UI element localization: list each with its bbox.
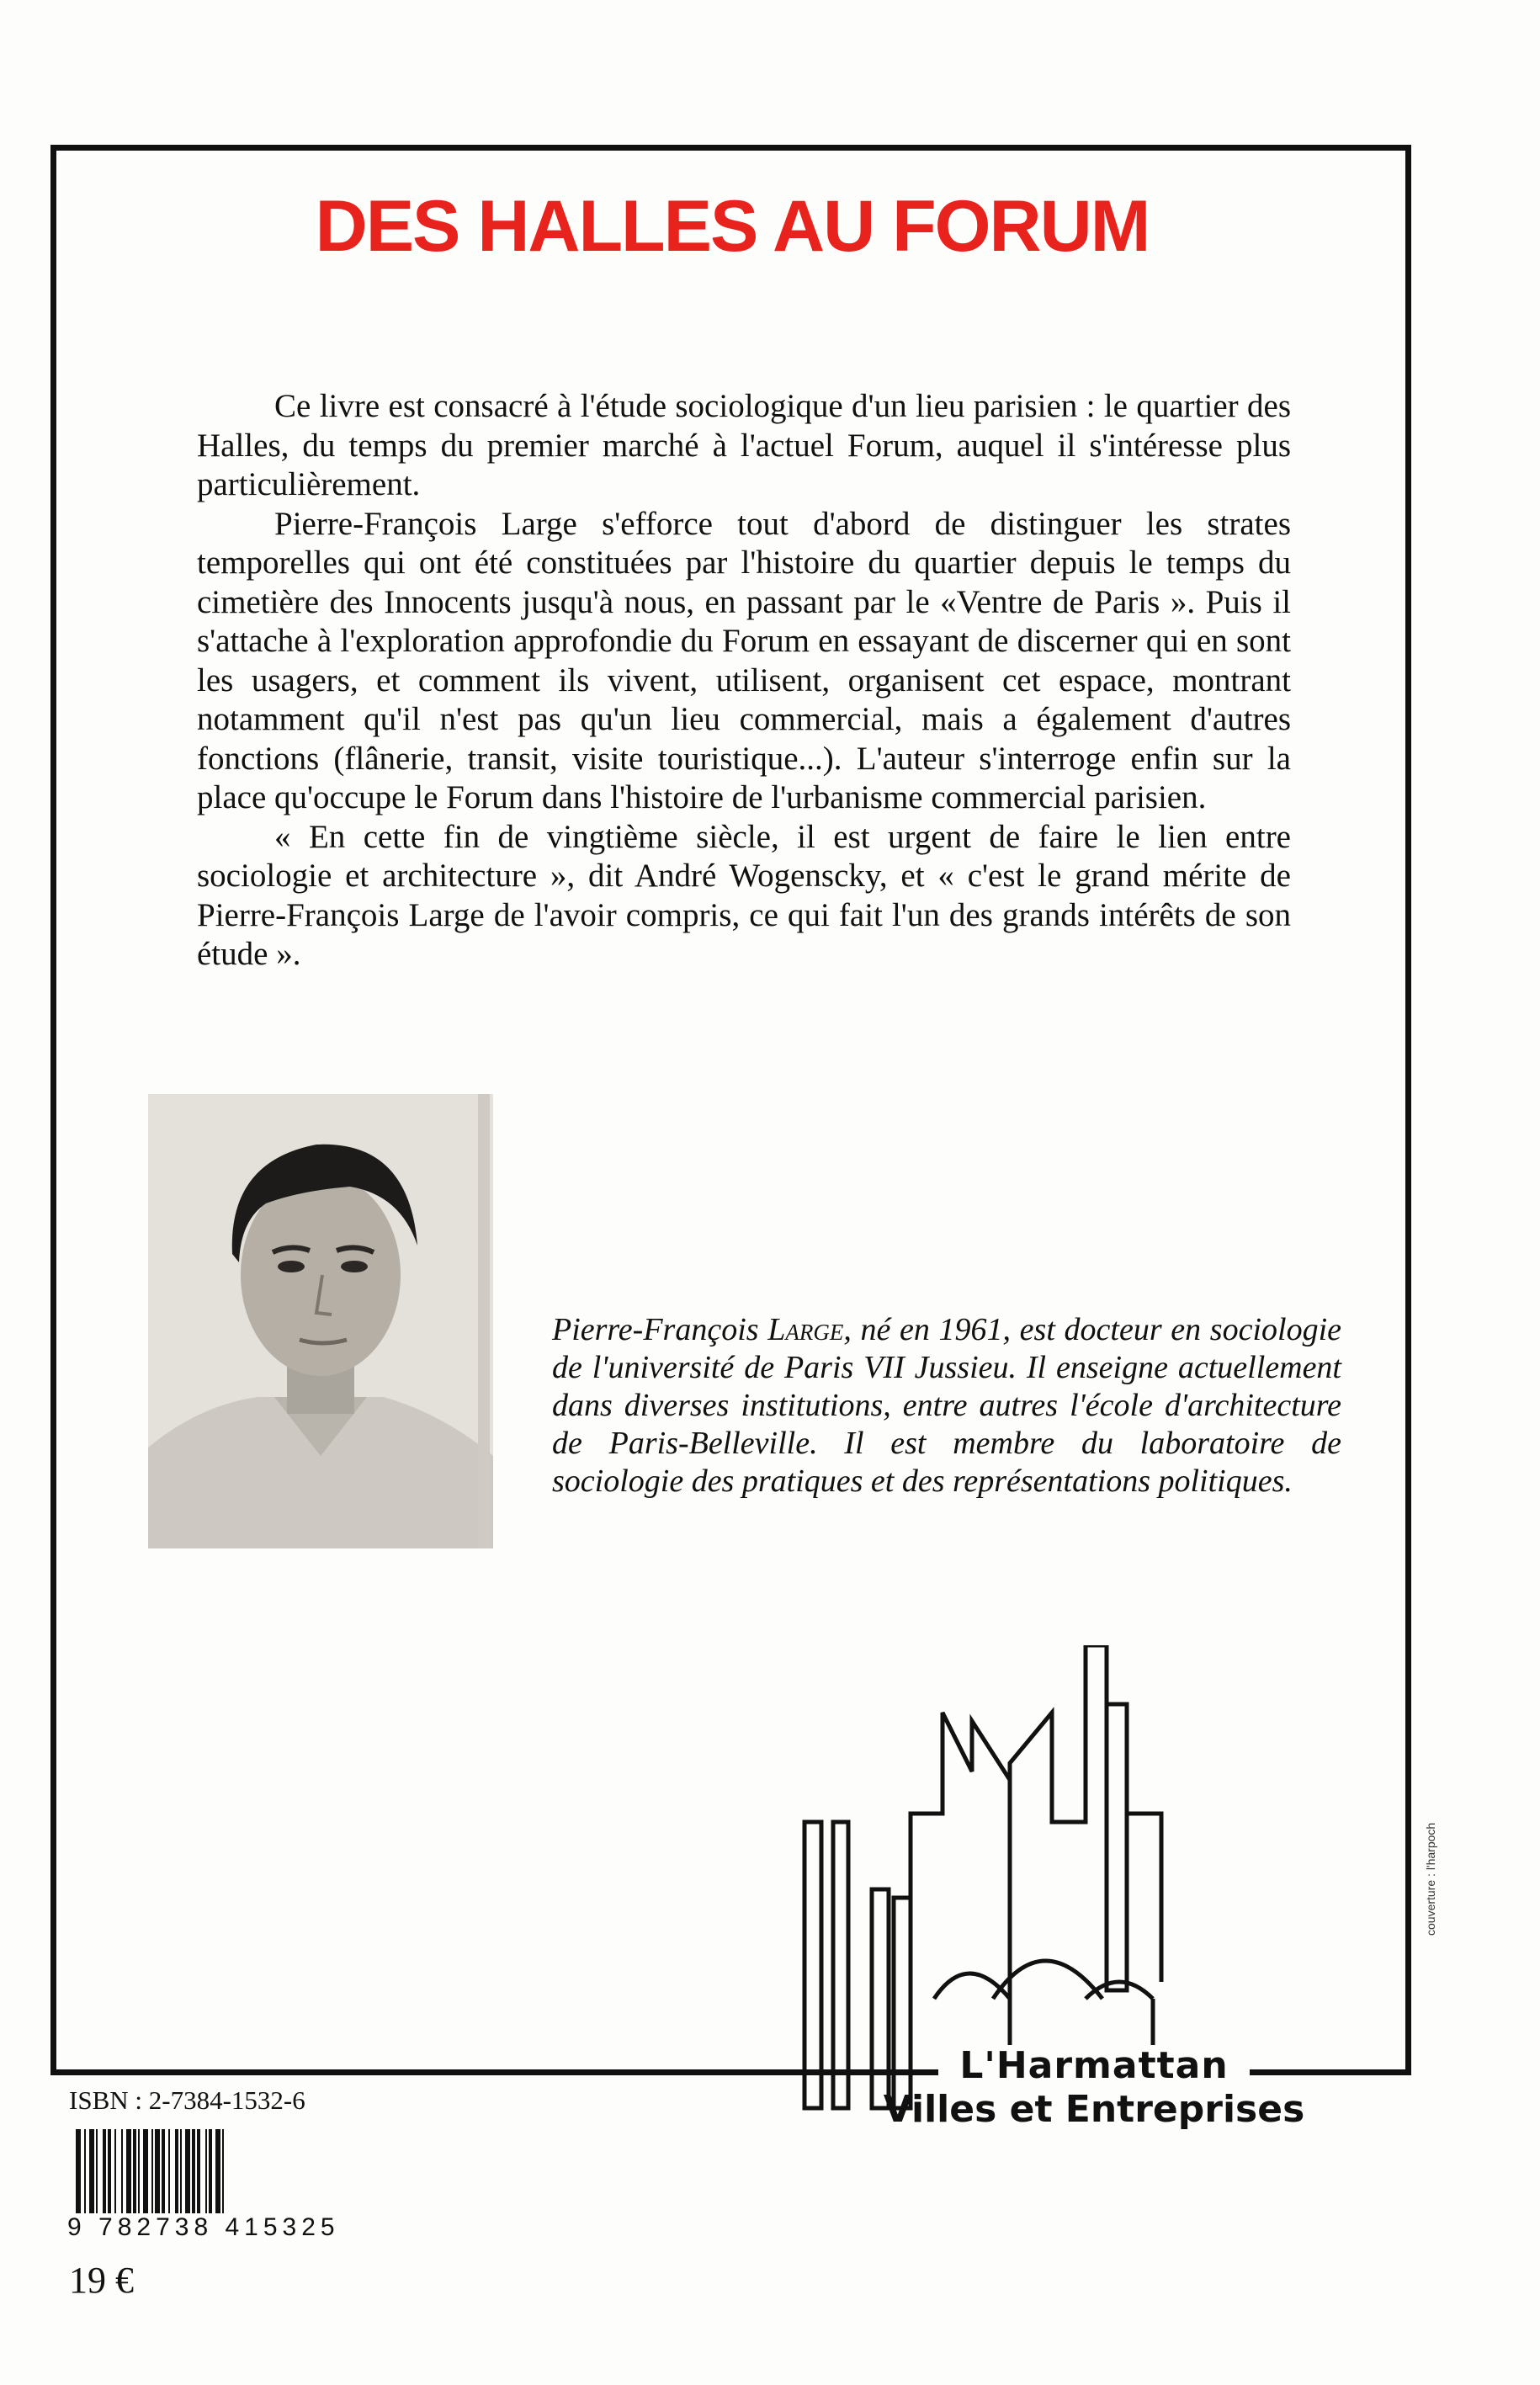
price: 19 €: [69, 2260, 134, 2301]
barcode-bar: [114, 2129, 116, 2213]
barcode-bar: [155, 2129, 160, 2213]
book-title: DES HALLES AU FORUM: [315, 186, 1150, 267]
barcode-bar: [108, 2129, 111, 2213]
barcode-bar: [96, 2129, 98, 2213]
author-first-name: Pierre-François: [552, 1312, 768, 1347]
barcode-bar: [138, 2129, 140, 2213]
photo-edge: [478, 1094, 490, 1548]
publisher-collection: Villes et Entreprises: [883, 2088, 1305, 2131]
barcode-bar: [175, 2129, 178, 2213]
summary-paragraph: « En cette fin de vingtième siècle, il est urgent de faire le lien entre sociologie et architecture », dit André Wogenscky, et « c'est le grand mérite de Pierre-François Large de l'avoir compris, ce qui fait l'un des grands intérêts de son étude ».: [197, 818, 1291, 972]
cover-credit: couverture : l'harpoch: [1424, 1822, 1437, 1936]
publisher-block: [875, 2045, 1313, 2133]
barcode-bar: [121, 2129, 123, 2213]
barcode-bar: [168, 2129, 170, 2213]
author-bio-text: , né en 1961, est docteur en sociologie de l'université de Paris VII Jussieu. Il enseigne actuellement dans diverses institutions, entre autres l'école d'architecture de Paris-Belleville. Il est membre du laboratoire de sociologie des pratiques et des représentations politiques.: [552, 1312, 1341, 1499]
barcode-digits: 9 782738 415325: [67, 2213, 340, 2241]
summary-paragraph: Ce livre est consacré à l'étude sociologique d'un lieu parisien : le quartier des Halles, du temps du premier marché à l'actuel Forum, auquel il s'intéresse plus particulièrement.: [197, 388, 1291, 502]
barcode-bar: [185, 2129, 190, 2213]
summary-paragraph: Pierre-François Large s'efforce tout d'abord de distinguer les strates temporelles qui ont été constituées par l'histoire du quartier depuis le temps du cimetière des Innocents jusqu'à nous, en passant par le «Ventre de Paris ». Puis il s'attache à l'exploration approfondie du Forum en essayant de discerner qui en sont les usagers, et comment ils vivent, utilisent, organisent cet espace, montrant notamment qu'il n'est pas qu'un lieu commercial, mais a également d'autres fonctions (flânerie, transit, visite touristique...). L'auteur s'interroge enfin sur la place qu'occupe le Forum dans l'histoire de l'urbanisme commercial parisien.: [197, 505, 1291, 815]
barcode-bar: [151, 2129, 153, 2213]
barcode-bar: [192, 2129, 195, 2213]
author-photo: [148, 1094, 493, 1548]
author-last-name: Large: [767, 1312, 844, 1347]
barcode-bar: [89, 2129, 94, 2213]
barcode-bar: [76, 2129, 81, 2213]
author-bio: [552, 1311, 1341, 1501]
barcode-bar: [126, 2129, 131, 2213]
barcode-bar: [133, 2129, 136, 2213]
isbn: ISBN : 2-7384-1532-6: [69, 2085, 305, 2115]
barcode: [67, 2129, 333, 2220]
barcode-bar: [143, 2129, 148, 2213]
barcode-bar: [197, 2129, 200, 2213]
barcode-bar: [209, 2129, 212, 2213]
book-summary: [197, 387, 1291, 975]
publisher-name: L'Harmattan: [938, 2045, 1250, 2087]
barcode-bar: [103, 2129, 106, 2213]
barcode-bar: [205, 2129, 207, 2213]
barcode-bar: [215, 2129, 220, 2213]
barcode-bar: [162, 2129, 165, 2213]
barcode-bar: [84, 2129, 86, 2213]
barcode-bar: [222, 2129, 224, 2213]
barcode-bar: [180, 2129, 182, 2213]
